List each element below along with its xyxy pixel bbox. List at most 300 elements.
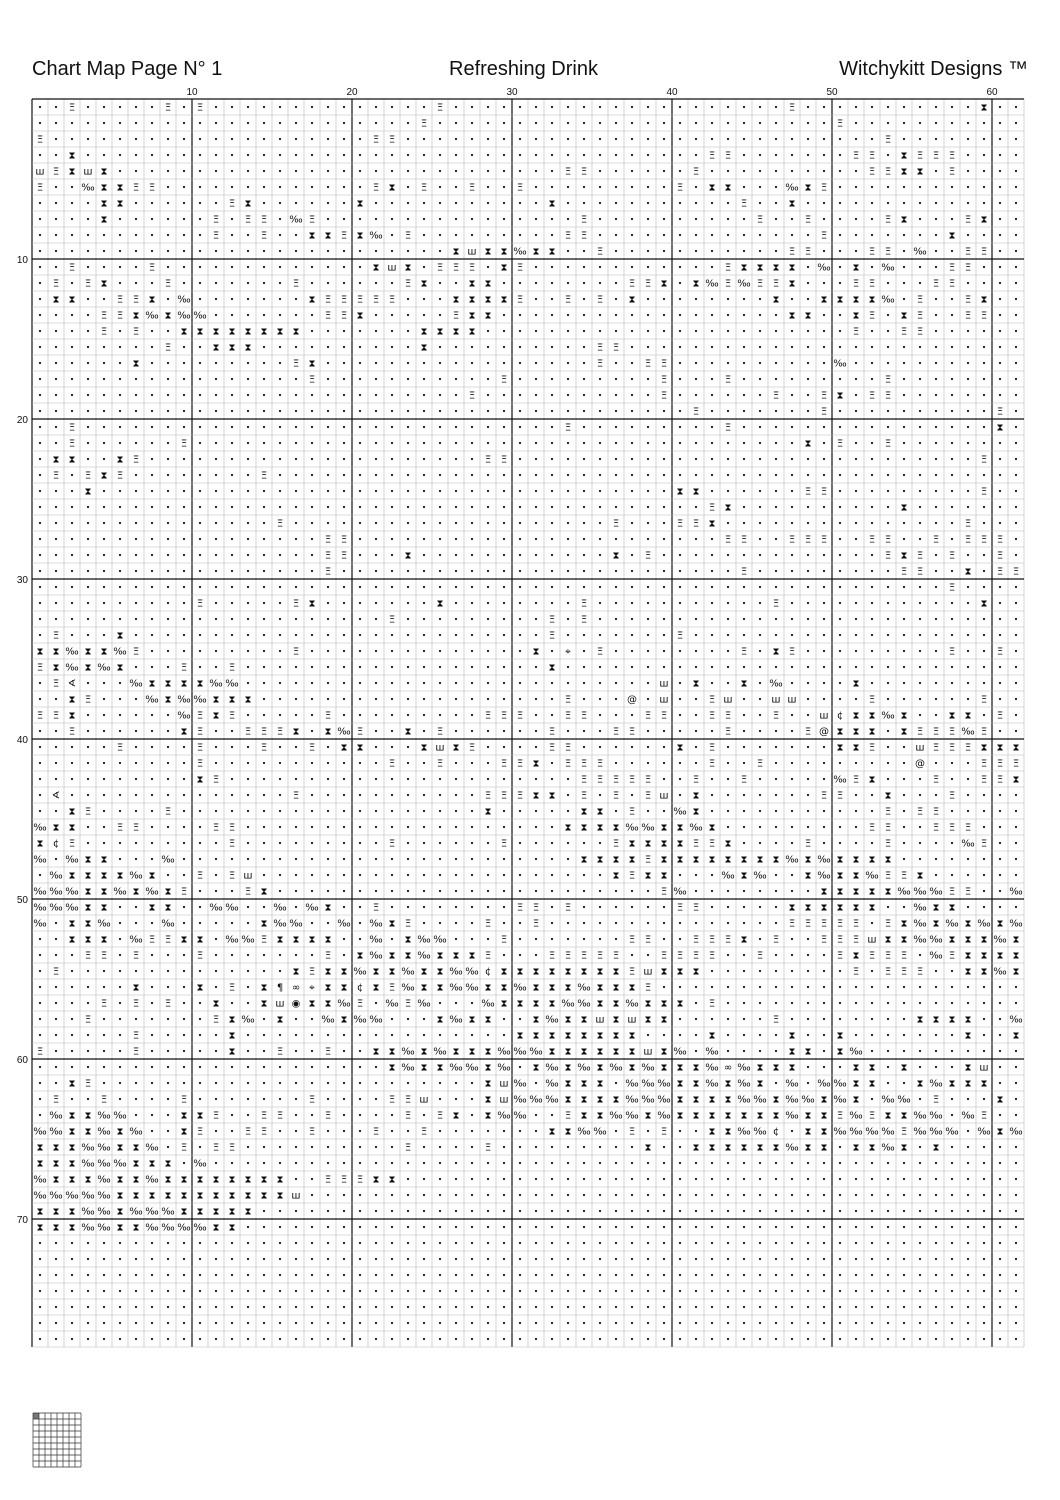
blank-cell-dot (535, 282, 537, 284)
blank-cell-dot (967, 458, 969, 460)
stitch-symbol: ⧗ (756, 854, 764, 866)
blank-cell-dot (263, 874, 265, 876)
stitch-symbol: Ξ (836, 934, 844, 946)
blank-cell-dot (359, 1066, 361, 1068)
blank-cell-dot (279, 1274, 281, 1276)
stitch-symbol: ‰ (913, 886, 927, 898)
blank-cell-dot (663, 538, 665, 540)
blank-cell-dot (967, 410, 969, 412)
blank-cell-dot (263, 362, 265, 364)
blank-cell-dot (423, 442, 425, 444)
blank-cell-dot (871, 986, 873, 988)
blank-cell-dot (903, 906, 905, 908)
blank-cell-dot (183, 954, 185, 956)
blank-cell-dot (759, 1226, 761, 1228)
stitch-symbol: ⧗ (324, 902, 332, 914)
blank-cell-dot (711, 922, 713, 924)
blank-cell-dot (663, 1306, 665, 1308)
stitch-symbol: Ξ (580, 230, 588, 242)
stitch-symbol: ‰ (705, 1062, 719, 1074)
stitch-symbol: Ξ (340, 534, 348, 546)
blank-cell-dot (519, 458, 521, 460)
blank-cell-dot (407, 474, 409, 476)
blank-cell-dot (583, 650, 585, 652)
blank-cell-dot (887, 1162, 889, 1164)
blank-cell-dot (455, 906, 457, 908)
blank-cell-dot (919, 362, 921, 364)
blank-cell-dot (135, 666, 137, 668)
blank-cell-dot (807, 282, 809, 284)
blank-cell-dot (567, 1226, 569, 1228)
stitch-symbol: Ξ (228, 822, 236, 834)
blank-cell-dot (951, 858, 953, 860)
blank-cell-dot (71, 634, 73, 636)
stitch-symbol: Ξ (292, 358, 300, 370)
blank-cell-dot (423, 1146, 425, 1148)
blank-cell-dot (423, 682, 425, 684)
blank-cell-dot (951, 490, 953, 492)
blank-cell-dot (983, 618, 985, 620)
blank-cell-dot (487, 938, 489, 940)
blank-cell-dot (375, 1098, 377, 1100)
stitch-symbol: ‰ (913, 902, 927, 914)
blank-cell-dot (455, 714, 457, 716)
blank-cell-dot (87, 1290, 89, 1292)
stitch-symbol: Ξ (132, 182, 140, 194)
blank-cell-dot (791, 554, 793, 556)
blank-cell-dot (951, 1194, 953, 1196)
blank-cell-dot (967, 602, 969, 604)
blank-cell-dot (1015, 106, 1017, 108)
blank-cell-dot (455, 490, 457, 492)
blank-cell-dot (215, 618, 217, 620)
blank-cell-dot (551, 554, 553, 556)
blank-cell-dot (967, 810, 969, 812)
blank-cell-dot (567, 1162, 569, 1164)
blank-cell-dot (823, 138, 825, 140)
blank-cell-dot (583, 426, 585, 428)
stitch-symbol: Ξ (596, 950, 604, 962)
stitch-symbol: ⧗ (884, 886, 892, 898)
blank-cell-dot (663, 650, 665, 652)
blank-cell-dot (567, 1242, 569, 1244)
blank-cell-dot (967, 586, 969, 588)
column-number: 10 (186, 87, 198, 98)
blank-cell-dot (263, 426, 265, 428)
blank-cell-dot (215, 1162, 217, 1164)
stitch-symbol: Ξ (964, 534, 972, 546)
blank-cell-dot (231, 858, 233, 860)
blank-cell-dot (999, 858, 1001, 860)
blank-cell-dot (919, 138, 921, 140)
blank-cell-dot (711, 442, 713, 444)
blank-cell-dot (167, 1242, 169, 1244)
blank-cell-dot (711, 1274, 713, 1276)
stitch-symbol: ⧗ (52, 1222, 60, 1234)
stitch-symbol: ⧗ (836, 1030, 844, 1042)
stitch-symbol: Ξ (84, 694, 92, 706)
blank-cell-dot (343, 458, 345, 460)
blank-cell-dot (55, 538, 57, 540)
blank-cell-dot (327, 522, 329, 524)
blank-cell-dot (695, 186, 697, 188)
blank-cell-dot (967, 794, 969, 796)
blank-cell-dot (391, 1290, 393, 1292)
blank-cell-dot (503, 746, 505, 748)
blank-cell-dot (327, 266, 329, 268)
blank-cell-dot (295, 1178, 297, 1180)
stitch-symbol: ⧗ (836, 854, 844, 866)
blank-cell-dot (551, 266, 553, 268)
blank-cell-dot (343, 794, 345, 796)
blank-cell-dot (151, 250, 153, 252)
stitch-symbol: ⧗ (420, 1046, 428, 1058)
blank-cell-dot (1015, 1258, 1017, 1260)
blank-cell-dot (903, 1210, 905, 1212)
stitch-symbol: ⧗ (916, 870, 924, 882)
blank-cell-dot (647, 1178, 649, 1180)
blank-cell-dot (343, 426, 345, 428)
blank-cell-dot (711, 1210, 713, 1212)
blank-cell-dot (1015, 1242, 1017, 1244)
blank-cell-dot (215, 202, 217, 204)
blank-cell-dot (759, 1162, 761, 1164)
blank-cell-dot (839, 1178, 841, 1180)
blank-cell-dot (87, 1098, 89, 1100)
blank-cell-dot (519, 730, 521, 732)
stitch-symbol: ш (915, 742, 925, 754)
blank-cell-dot (359, 522, 361, 524)
blank-cell-dot (391, 778, 393, 780)
blank-cell-dot (807, 362, 809, 364)
stitch-symbol: Ξ (932, 726, 940, 738)
blank-cell-dot (263, 170, 265, 172)
blank-cell-dot (199, 634, 201, 636)
blank-cell-dot (311, 858, 313, 860)
blank-cell-dot (263, 826, 265, 828)
blank-cell-dot (583, 1146, 585, 1148)
blank-cell-dot (599, 794, 601, 796)
blank-cell-dot (151, 666, 153, 668)
blank-cell-dot (183, 362, 185, 364)
stitch-symbol: Ξ (404, 998, 412, 1010)
blank-cell-dot (391, 1226, 393, 1228)
blank-cell-dot (407, 714, 409, 716)
stitch-symbol: ⧗ (580, 1030, 588, 1042)
blank-cell-dot (439, 394, 441, 396)
blank-cell-dot (199, 1002, 201, 1004)
blank-cell-dot (759, 138, 761, 140)
blank-cell-dot (247, 1146, 249, 1148)
stitch-symbol: Ξ (884, 966, 892, 978)
blank-cell-dot (999, 602, 1001, 604)
blank-cell-dot (935, 1226, 937, 1228)
blank-cell-dot (999, 1242, 1001, 1244)
blank-cell-dot (711, 170, 713, 172)
blank-cell-dot (871, 266, 873, 268)
blank-cell-dot (311, 1050, 313, 1052)
stitch-symbol: Ξ (180, 438, 188, 450)
stitch-symbol: Ξ (244, 886, 252, 898)
blank-cell-dot (199, 522, 201, 524)
blank-cell-dot (679, 298, 681, 300)
blank-cell-dot (823, 122, 825, 124)
blank-cell-dot (775, 1258, 777, 1260)
blank-cell-dot (711, 810, 713, 812)
stitch-symbol: Ξ (84, 278, 92, 290)
stitch-symbol: Ξ (628, 966, 636, 978)
blank-cell-dot (279, 394, 281, 396)
blank-cell-dot (215, 602, 217, 604)
blank-cell-dot (855, 426, 857, 428)
blank-cell-dot (103, 602, 105, 604)
blank-cell-dot (1015, 170, 1017, 172)
blank-cell-dot (455, 458, 457, 460)
blank-cell-dot (695, 730, 697, 732)
stitch-symbol: Ξ (388, 1094, 396, 1106)
stitch-symbol: Ξ (564, 230, 572, 242)
stitch-symbol: Ξ (276, 1110, 284, 1122)
blank-cell-dot (167, 986, 169, 988)
stitch-symbol: ‰ (177, 694, 191, 706)
blank-cell-dot (263, 1290, 265, 1292)
blank-cell-dot (199, 618, 201, 620)
blank-cell-dot (151, 122, 153, 124)
blank-cell-dot (887, 1082, 889, 1084)
blank-cell-dot (631, 794, 633, 796)
blank-cell-dot (1015, 154, 1017, 156)
blank-cell-dot (183, 458, 185, 460)
blank-cell-dot (279, 954, 281, 956)
blank-cell-dot (327, 698, 329, 700)
blank-cell-dot (535, 714, 537, 716)
blank-cell-dot (887, 426, 889, 428)
blank-cell-dot (631, 106, 633, 108)
blank-cell-dot (71, 186, 73, 188)
blank-cell-dot (983, 826, 985, 828)
stitch-symbol: ⧗ (52, 1142, 60, 1154)
blank-cell-dot (407, 602, 409, 604)
blank-cell-dot (535, 506, 537, 508)
blank-cell-dot (535, 186, 537, 188)
blank-cell-dot (279, 778, 281, 780)
blank-cell-dot (711, 250, 713, 252)
stitch-symbol: Ξ (692, 406, 700, 418)
blank-cell-dot (775, 746, 777, 748)
blank-cell-dot (311, 730, 313, 732)
blank-cell-dot (327, 1258, 329, 1260)
blank-cell-dot (823, 1242, 825, 1244)
blank-cell-dot (39, 202, 41, 204)
blank-cell-dot (423, 714, 425, 716)
blank-cell-dot (823, 1034, 825, 1036)
blank-cell-dot (247, 762, 249, 764)
blank-cell-dot (535, 266, 537, 268)
blank-cell-dot (663, 474, 665, 476)
blank-cell-dot (471, 106, 473, 108)
blank-cell-dot (951, 1034, 953, 1036)
blank-cell-dot (919, 218, 921, 220)
blank-cell-dot (983, 186, 985, 188)
blank-cell-dot (375, 170, 377, 172)
stitch-symbol: Ξ (900, 566, 908, 578)
blank-cell-dot (535, 458, 537, 460)
blank-cell-dot (359, 138, 361, 140)
blank-cell-dot (455, 586, 457, 588)
blank-cell-dot (855, 1210, 857, 1212)
blank-cell-dot (615, 1082, 617, 1084)
blank-cell-dot (871, 1018, 873, 1020)
blank-cell-dot (935, 170, 937, 172)
blank-cell-dot (375, 154, 377, 156)
stitch-symbol: Ξ (980, 726, 988, 738)
stitch-symbol: Ξ (324, 1046, 332, 1058)
stitch-symbol: ⧗ (116, 630, 124, 642)
blank-cell-dot (375, 714, 377, 716)
stitch-symbol: Ξ (884, 166, 892, 178)
blank-cell-dot (103, 1066, 105, 1068)
stitch-symbol: ⧗ (1012, 934, 1020, 946)
blank-cell-dot (295, 954, 297, 956)
blank-cell-dot (759, 986, 761, 988)
blank-cell-dot (823, 554, 825, 556)
blank-cell-dot (695, 570, 697, 572)
stitch-symbol: ⧗ (68, 454, 76, 466)
blank-cell-dot (167, 714, 169, 716)
blank-cell-dot (1015, 218, 1017, 220)
blank-cell-dot (775, 634, 777, 636)
blank-cell-dot (519, 154, 521, 156)
stitch-symbol: Ξ (36, 710, 44, 722)
blank-cell-dot (311, 1194, 313, 1196)
blank-cell-dot (791, 778, 793, 780)
stitch-symbol: ш (467, 246, 477, 258)
blank-cell-dot (231, 778, 233, 780)
blank-cell-dot (471, 506, 473, 508)
blank-cell-dot (487, 554, 489, 556)
blank-cell-dot (487, 1274, 489, 1276)
blank-cell-dot (871, 554, 873, 556)
blank-cell-dot (775, 106, 777, 108)
stitch-symbol: ‰ (929, 950, 943, 962)
blank-cell-dot (439, 234, 441, 236)
stitch-symbol: ⧗ (420, 342, 428, 354)
stitch-symbol: ⧗ (116, 1174, 124, 1186)
blank-cell-dot (695, 394, 697, 396)
blank-cell-dot (231, 1114, 233, 1116)
blank-cell-dot (967, 906, 969, 908)
blank-cell-dot (535, 778, 537, 780)
chart-grid-lines (32, 99, 1024, 1347)
stitch-symbol: Ξ (420, 182, 428, 194)
stitch-symbol: Ξ (996, 758, 1004, 770)
stitch-symbol: ⧗ (612, 870, 620, 882)
stitch-symbol: ‰ (737, 1078, 751, 1090)
stitch-symbol: Ξ (628, 806, 636, 818)
stitch-symbol: ‰ (177, 310, 191, 322)
blank-cell-dot (903, 186, 905, 188)
blank-cell-dot (375, 1082, 377, 1084)
blank-cell-dot (359, 378, 361, 380)
stitch-symbol: Ξ (948, 646, 956, 658)
blank-cell-dot (263, 698, 265, 700)
stitch-symbol: Ξ (724, 422, 732, 434)
blank-cell-dot (791, 666, 793, 668)
blank-cell-dot (247, 138, 249, 140)
stitch-symbol: ‰ (513, 982, 527, 994)
stitch-symbol: ш (419, 1094, 429, 1106)
blank-cell-dot (967, 1338, 969, 1340)
blank-cell-dot (647, 490, 649, 492)
blank-cell-dot (791, 234, 793, 236)
blank-cell-dot (823, 778, 825, 780)
blank-cell-dot (327, 106, 329, 108)
blank-cell-dot (407, 378, 409, 380)
blank-cell-dot (391, 858, 393, 860)
blank-cell-dot (775, 458, 777, 460)
blank-cell-dot (199, 474, 201, 476)
blank-cell-dot (439, 506, 441, 508)
blank-cell-dot (311, 842, 313, 844)
blank-cell-dot (679, 1242, 681, 1244)
blank-cell-dot (1015, 1322, 1017, 1324)
blank-cell-dot (263, 410, 265, 412)
stitch-symbol: Ξ (980, 758, 988, 770)
blank-cell-dot (39, 506, 41, 508)
blank-cell-dot (487, 106, 489, 108)
blank-cell-dot (263, 298, 265, 300)
blank-cell-dot (135, 1258, 137, 1260)
stitch-symbol: ⧗ (388, 1062, 396, 1074)
blank-cell-dot (599, 538, 601, 540)
blank-cell-dot (951, 778, 953, 780)
blank-cell-dot (199, 138, 201, 140)
stitch-symbol: ⧗ (932, 918, 940, 930)
blank-cell-dot (871, 1002, 873, 1004)
blank-cell-dot (39, 586, 41, 588)
blank-cell-dot (167, 362, 169, 364)
blank-cell-dot (231, 138, 233, 140)
blank-cell-dot (727, 1290, 729, 1292)
blank-cell-dot (487, 410, 489, 412)
blank-cell-dot (39, 394, 41, 396)
blank-cell-dot (695, 234, 697, 236)
blank-cell-dot (583, 458, 585, 460)
blank-cell-dot (743, 730, 745, 732)
blank-cell-dot (711, 1242, 713, 1244)
blank-cell-dot (135, 922, 137, 924)
blank-cell-dot (71, 986, 73, 988)
blank-cell-dot (263, 1226, 265, 1228)
stitch-symbol: ⧗ (964, 966, 972, 978)
blank-cell-dot (103, 970, 105, 972)
blank-cell-dot (55, 1306, 57, 1308)
blank-cell-dot (263, 586, 265, 588)
blank-cell-dot (647, 410, 649, 412)
stitch-symbol: Ξ (324, 566, 332, 578)
stitch-symbol: Ξ (548, 742, 556, 754)
blank-cell-dot (967, 986, 969, 988)
blank-cell-dot (919, 1002, 921, 1004)
blank-cell-dot (567, 154, 569, 156)
blank-cell-dot (999, 1258, 1001, 1260)
blank-cell-dot (599, 1290, 601, 1292)
stitch-symbol: ⧗ (612, 982, 620, 994)
stitch-symbol: ‰ (225, 902, 239, 914)
blank-cell-dot (599, 186, 601, 188)
stitch-symbol: Ξ (468, 182, 476, 194)
blank-cell-dot (647, 1338, 649, 1340)
